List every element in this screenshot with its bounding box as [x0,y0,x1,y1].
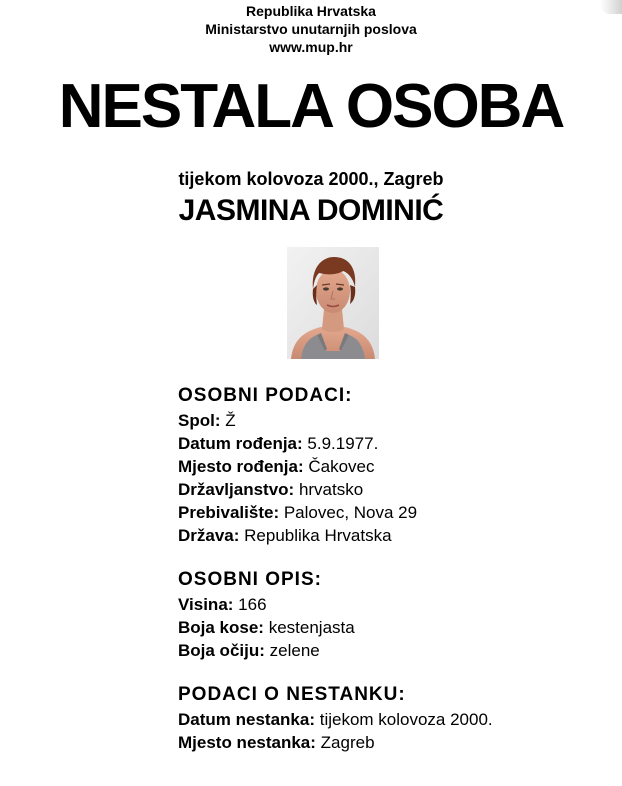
field-eye-color [178,639,608,662]
person-photo [287,247,379,359]
issuer-website: www.mup.hr [269,39,353,55]
field-label: Državljanstvo: [178,480,295,499]
field-value: zelene [269,641,320,660]
section-title-disappearance: PODACI O NESTANKU: [178,684,406,705]
field-birth-date [178,432,608,455]
person-info [178,383,608,774]
person-name: JASMINA DOMINIĆ [178,194,444,227]
issuer-ministry: Ministarstvo unutarnjih poslova [205,21,417,37]
field-value: Republika Hrvatska [244,526,392,545]
field-value: kestenjasta [268,618,355,637]
personal-data-section [178,383,608,547]
field-value: hrvatsko [298,480,364,499]
field-value: Ž [225,411,236,430]
field-label: Mjesto rođenja: [178,457,304,476]
section-title-description: OSOBNI OPIS: [178,569,322,590]
field-residence [178,501,608,524]
field-disappearance-date [178,708,608,731]
field-country [178,524,608,547]
field-label: Boja kose: [178,618,264,637]
section-title-personal: OSOBNI PODACI: [178,385,353,406]
field-disappearance-place [178,731,608,754]
personal-description-section [178,567,608,662]
issuer-header [0,2,622,56]
field-label: Prebivalište: [178,503,280,522]
field-label: Boja očiju: [178,641,265,660]
field-value: 5.9.1977. [307,434,379,453]
field-label: Država: [178,526,240,545]
disappearance-section [178,682,608,754]
field-label: Spol: [178,411,221,430]
field-citizenship [178,478,608,501]
field-value: Zagreb [320,733,375,752]
field-label: Visina: [178,595,234,614]
field-sex [178,409,608,432]
poster-title: NESTALA OSOBA [58,72,564,141]
field-birth-place [178,455,608,478]
issuer-country: Republika Hrvatska [246,3,376,19]
field-height [178,593,608,616]
field-value: Palovec, Nova 29 [283,503,418,522]
field-hair-color [178,616,608,639]
field-value: Čakovec [308,457,375,476]
field-label: Datum nestanka: [178,710,315,729]
field-value: 166 [238,595,267,614]
field-label: Mjesto nestanka: [178,733,316,752]
poster-subtitle: tijekom kolovoza 2000., Zagreb [178,169,444,189]
field-value: tijekom kolovoza 2000. [319,710,493,729]
field-label: Datum rođenja: [178,434,303,453]
